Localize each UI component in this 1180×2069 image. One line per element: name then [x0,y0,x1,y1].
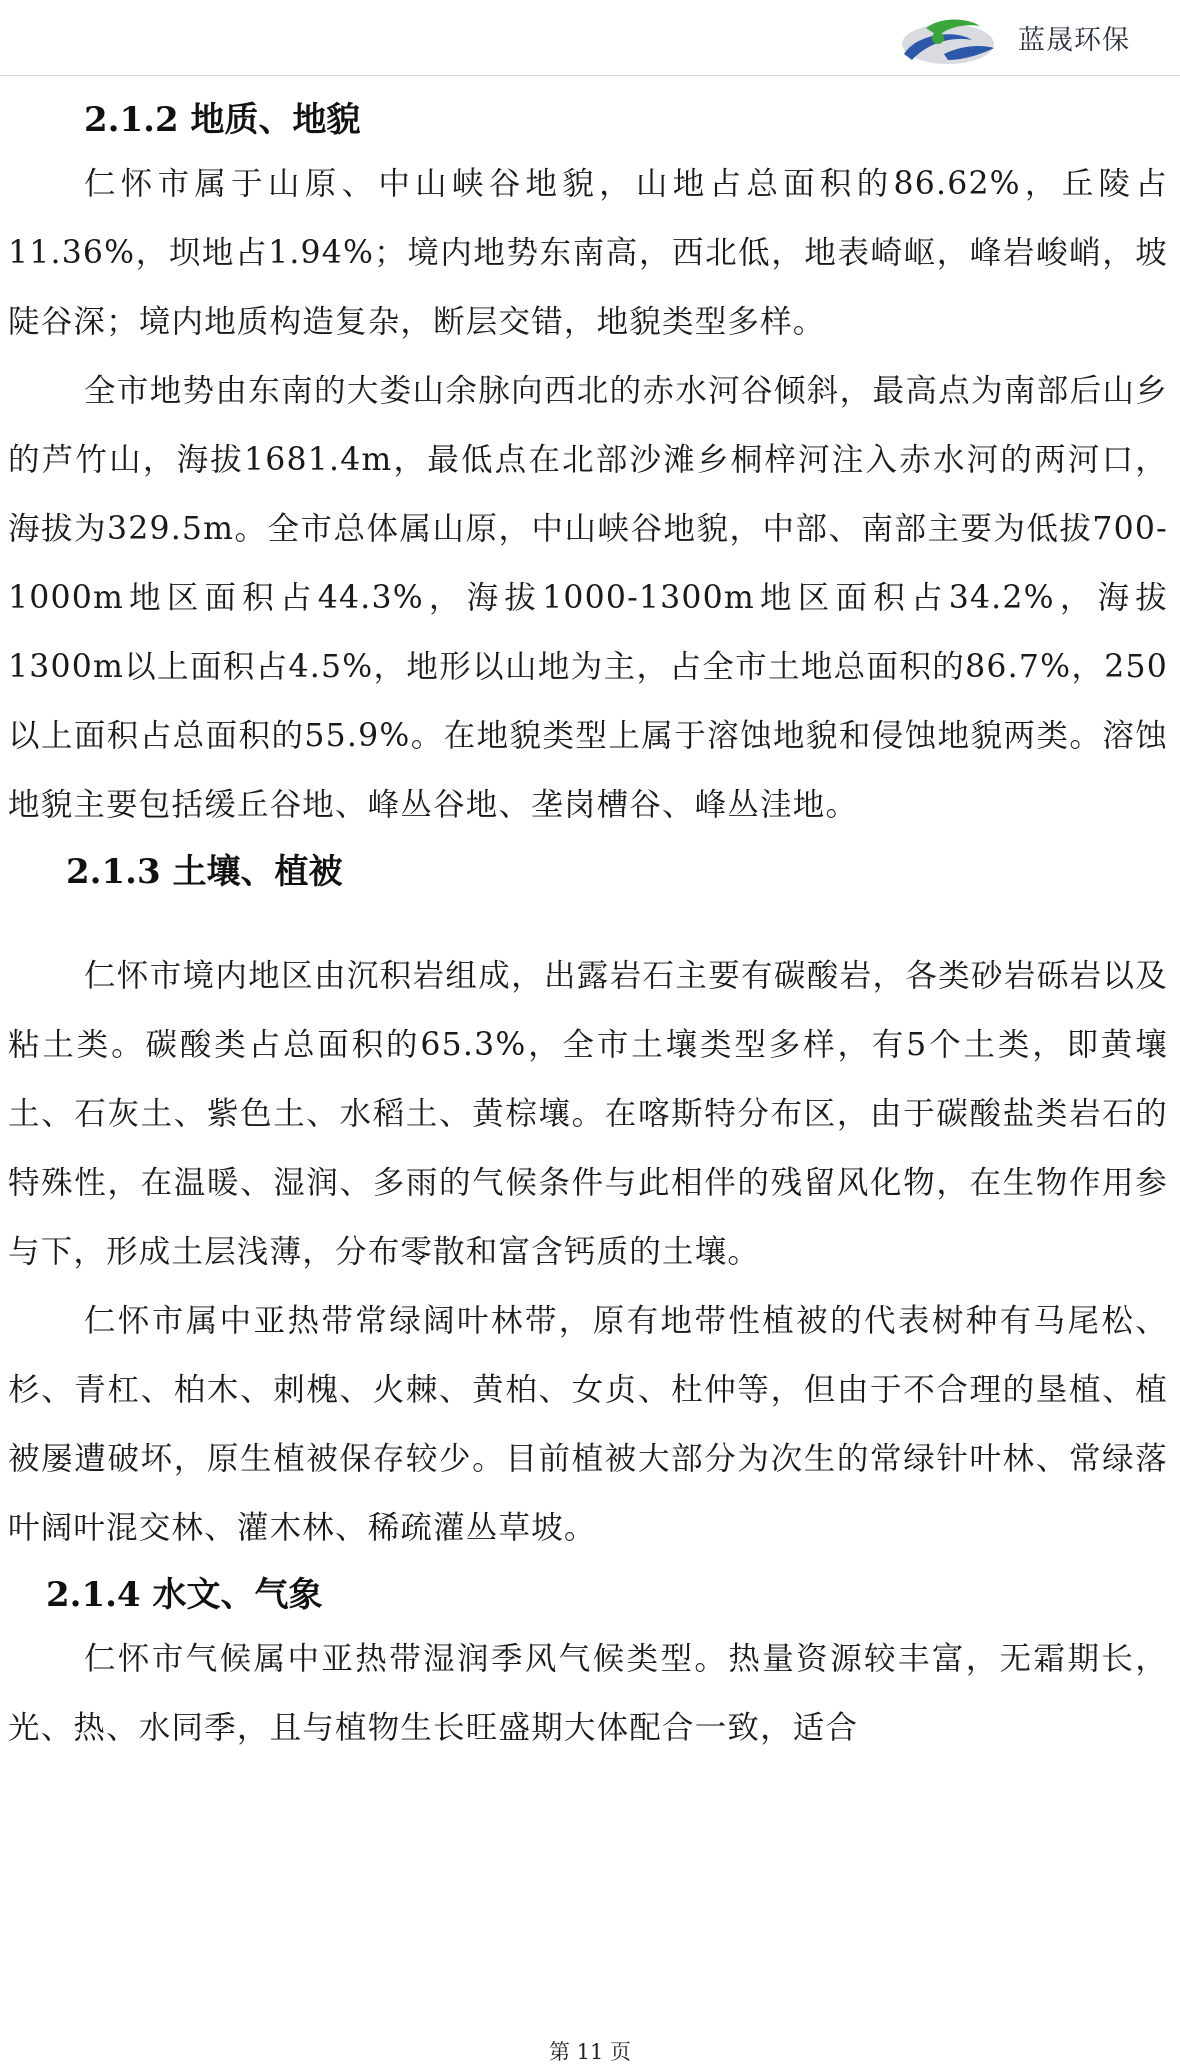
page-header [0,8,1180,80]
section-heading-hydrology-climate: 2.1.4 水文、气象 [46,1575,323,1615]
header-divider [0,75,1180,76]
paragraph-soil: 仁怀市境内地区由沉积岩组成，出露岩石主要有碳酸岩，各类砂岩砾岩以及粘土类。碳酸类占总面积的65.3%，全市土壤类型多样，有5个土类，即黄壤土、石灰土、紫色土、水稻土、黄棕壤。在喀斯特分布区，由于碳酸盐类岩石的特殊性，在温暖、湿润、多雨的气候条件与此相伴的残留风化物，在生物作用参与下，形成土层浅薄，分布零散和富含钙质的土壤。 [8,958,1168,1270]
paragraph-geology-2: 全市地势由东南的大娄山余脉向西北的赤水河谷倾斜，最高点为南部后山乡的芦竹山，海拔1681.4m，最低点在北部沙滩乡桐梓河注入赤水河的两河口，海拔为329.5m。全市总体属山原，中山峡谷地貌，中部、南部主要为低拔700-1000m地区面积占44.3%，海拔1000-1300m地区面积占34.2%，海拔1300m以上面积占4.5%，地形以山地为主，占全市土地总面积的86.7%，250以上面积占总面积的55.9%。在地貌类型上属于溶蚀地貌和侵蚀地貌两类。溶蚀地貌主要包括缓丘谷地、峰丛谷地、垄岗槽谷、峰丛洼地。 [8,373,1168,823]
company-logo-icon [898,14,998,70]
paragraph-climate: 仁怀市气候属中亚热带湿润季风气候类型。热量资源较丰富，无霜期长，光、热、水同季，且与植物生长旺盛期大体配合一致，适合 [8,1641,1168,1746]
section-heading-soil-vegetation: 2.1.3 土壤、植被 [66,852,343,892]
paragraph-vegetation: 仁怀市属中亚热带常绿阔叶林带，原有地带性植被的代表树种有马尾松、杉、青杠、柏木、刺槐、火棘、黄柏、女贞、杜仲等，但由于不合理的垦植、植被屡遭破坏，原生植被保存较少。目前植被大部分为次生的常绿针叶林、常绿落叶阔叶混交林、灌木林、稀疏灌丛草坡。 [8,1303,1168,1546]
document-body [8,90,1168,1763]
brand-name: 蓝晟环保 [1018,25,1130,56]
paragraph-geology-1: 仁怀市属于山原、中山峡谷地貌，山地占总面积的86.62%，丘陵占11.36%，坝地占1.94%；境内地势东南高，西北低，地表崎岖，峰岩峻峭，坡陡谷深；境内地质构造复杂，断层交错，地貌类型多样。 [8,166,1168,340]
page-number: 第 11 页 [548,2040,632,2064]
section-heading-geology: 2.1.2 地质、地貌 [84,100,361,140]
